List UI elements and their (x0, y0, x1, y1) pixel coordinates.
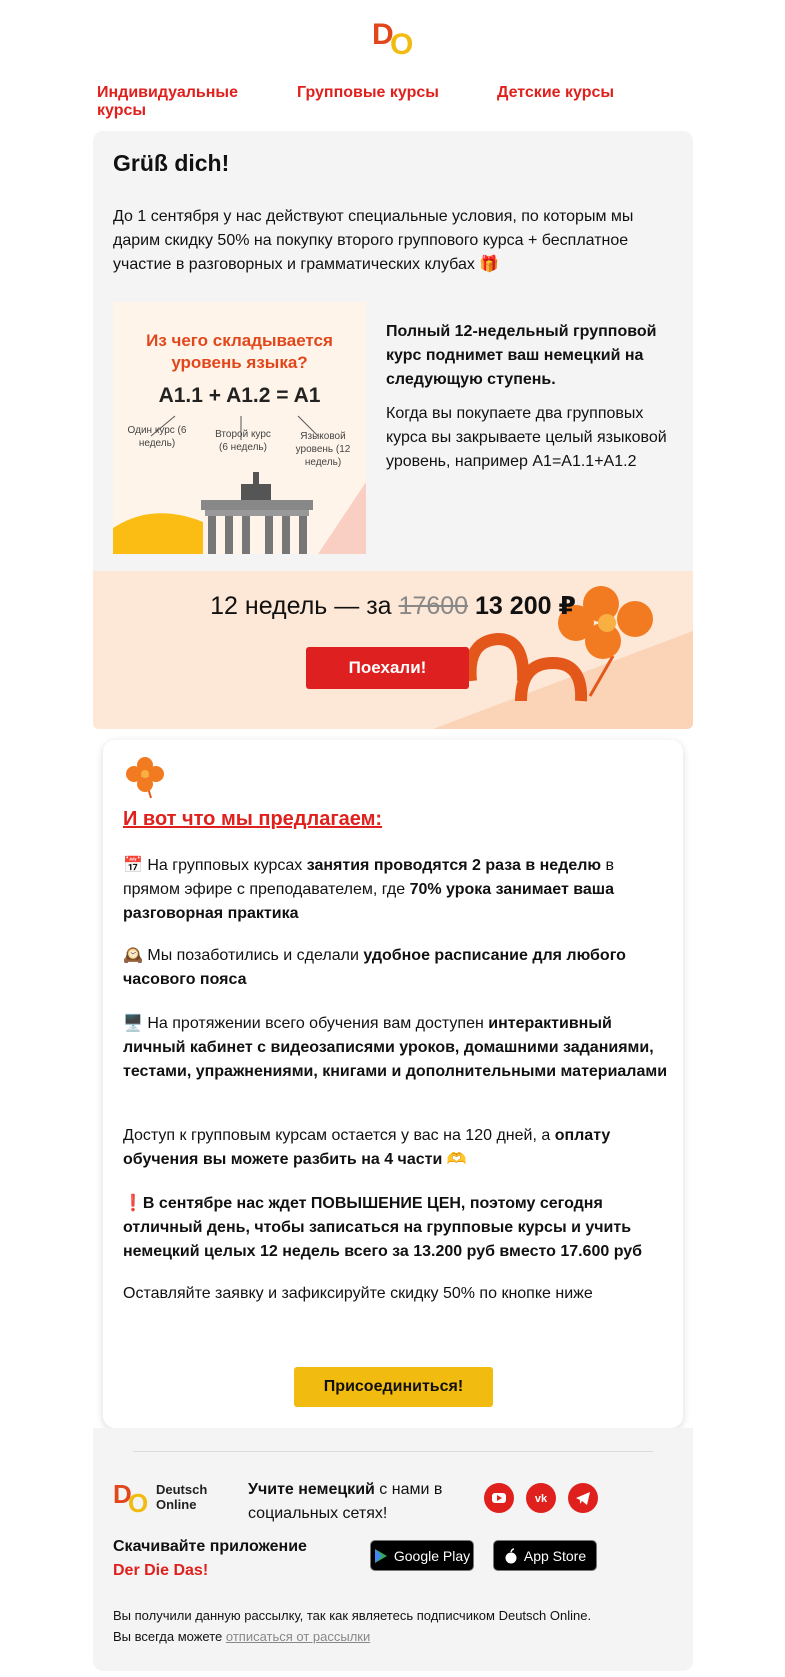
intro-text: До 1 сентября у нас действуют специальные условия, по которым мы дарим скидку 50% на покупку второго группового курса + бесплатное участие в разговорных и грамматических клубах 🎁 (113, 208, 634, 273)
offer-p4-text-b: 🫶 (442, 1151, 467, 1168)
brandenburg-gate-illustration (113, 462, 366, 554)
offer-p2-bold: удобное расписание для любого часового пояса (123, 947, 626, 988)
footer-social-text (248, 1478, 468, 1526)
old-price: 17600 (398, 592, 469, 620)
google-play-label: Google Play (393, 1547, 471, 1564)
price-banner (93, 571, 693, 729)
footer-logo-icon[interactable] (113, 1477, 151, 1515)
promo-label-course-1: Один курс (6 недель) (127, 425, 187, 449)
footer-app-text (113, 1535, 307, 1583)
footer-note-line-1: Вы получили данную рассылку, так как являетесь подписчиком Deutsch Online. (113, 1608, 592, 1623)
offer-paragraph-cabinet (123, 1012, 668, 1084)
offer-heading: И вот что мы предлагаем: (123, 808, 383, 830)
offer-paragraph-access (123, 1124, 668, 1172)
youtube-icon[interactable] (484, 1483, 514, 1513)
vk-icon[interactable] (526, 1483, 556, 1513)
new-price: 13 200 ₽ (475, 592, 576, 620)
promo-label-level: Языковой уровень (12 недель) (295, 431, 351, 468)
svg-text:O: O (128, 1488, 149, 1515)
offer-p1-bold-b: 70% урока занимает ваша разговорная практика (123, 881, 615, 922)
nav-kids-courses[interactable]: Детские курсы (497, 84, 615, 101)
offer-p2-text: 🕰️ Мы позаботились и сделали (123, 947, 364, 964)
course-description: Когда вы покупаете два групповых курса вы закрываете целый языковой уровень, например A1=A1.1+A1.2 (386, 405, 667, 470)
promo-label-course-2: Второй курс (6 недель) (215, 429, 271, 453)
footer-note-line-2-text: Вы всегда можете (113, 1629, 226, 1644)
svg-text:vk: vk (534, 1493, 548, 1505)
offer-paragraph-timezone (123, 944, 668, 992)
nav-group-courses[interactable]: Групповые курсы (297, 84, 439, 101)
price-prefix: 12 недель — за (210, 592, 392, 620)
apple-icon (504, 1548, 518, 1564)
unsubscribe-link[interactable]: отписаться от рассылки (225, 1629, 371, 1644)
offer-p4-bold: оплату обучения вы можете разбить на 4 части (123, 1127, 611, 1168)
offer-paragraph-price-warning: ❗В сентябре нас ждет ПОВЫШЕНИЕ ЦЕН, поэтому сегодня отличный день, чтобы записаться на групповые курсы и учить немецкий целых 12 недель всего за 13.200 руб вместо 17.600 руб (123, 1195, 643, 1260)
greeting-heading: Grüß dich! (113, 150, 230, 176)
join-button[interactable]: Присоединиться! (294, 1367, 493, 1407)
price-line (93, 591, 693, 621)
app-store-label: App Store (523, 1547, 587, 1564)
telegram-icon[interactable] (568, 1483, 598, 1513)
svg-text:D: D (372, 18, 394, 51)
footer-app-line-1: Скачивайте приложение (113, 1538, 307, 1555)
footer-social-rest: с нами в социальных сетях! (248, 1481, 443, 1522)
app-store-badge[interactable] (493, 1540, 597, 1571)
offer-p4-text-a: Доступ к групповым курсам остается у вас на 120 дней, а (123, 1127, 555, 1144)
nav-individual-courses[interactable]: Индивидуальные курсы (97, 84, 238, 119)
footer-divider (133, 1451, 653, 1452)
offer-p1-bold-a: занятия проводятся 2 раза в неделю (306, 857, 602, 874)
google-play-badge[interactable] (370, 1540, 474, 1571)
footer-app-name[interactable]: Der Die Das! (113, 1562, 209, 1579)
offer-p1-text-a: 📅 На групповых курсах (123, 857, 307, 874)
offer-p1-text-b: в прямом эфире с преподавателем, где (123, 857, 614, 898)
promo-image-title: Из чего складывается уровень языка? (146, 331, 333, 372)
brand-logo[interactable] (372, 14, 416, 58)
google-play-icon (374, 1548, 388, 1564)
offer-p3-text: 🖥️ На протяжении всего обучения вам доступен (123, 1015, 489, 1032)
footer-note (113, 1605, 673, 1647)
go-button[interactable]: Поехали! (306, 647, 469, 689)
clover-icon (125, 756, 165, 800)
level-promo-image (113, 302, 366, 554)
footer-note-line-2 (113, 1626, 673, 1647)
svg-text:O: O (390, 28, 414, 58)
offer-paragraph-cta: Оставляйте заявку и зафиксируйте скидку 50% по кнопке ниже (123, 1285, 593, 1302)
offer-card (103, 740, 683, 1428)
svg-text:D: D (113, 1479, 132, 1509)
footer-logo-text: Deutsch Online (156, 1482, 208, 1512)
footer (93, 1428, 693, 1671)
footer-social-bold: Учите немецкий (248, 1481, 375, 1498)
course-highlight: Полный 12-недельный групповой курс поднимет ваш немецкий на следующую ступень. (386, 323, 657, 388)
offer-p3-bold: интерактивный личный кабинет с видеозаписями уроков, домашними заданиями, тестами, упражнениями, книгами и дополнительными материалами (123, 1015, 668, 1080)
offer-paragraph-schedule (123, 854, 668, 926)
promo-image-equation: A1.1 + A1.2 = A1 (158, 384, 321, 407)
